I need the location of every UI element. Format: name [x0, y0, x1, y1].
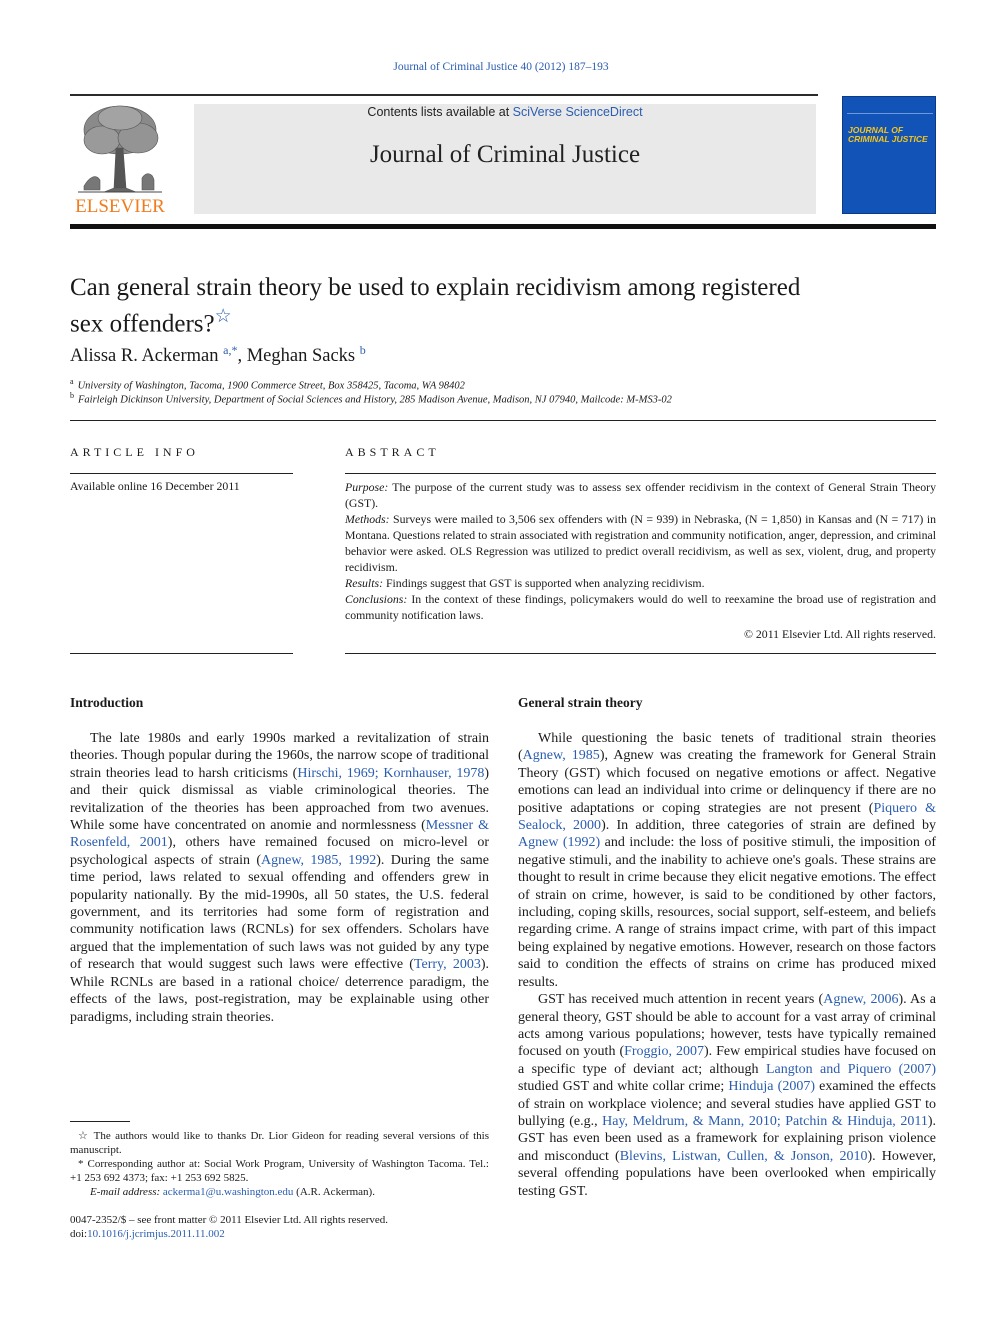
introduction-heading: Introduction [70, 695, 144, 710]
body-text: ). As a general theory, GST should be able to account for a vast array of criminal acts among various populations; however, tests have typically remained focused on youth ( [518, 992, 937, 1060]
affiliation-text: University of Washington, Tacoma, 1900 Commerce Street, Box 358425, Tacoma, WA 98402 [77, 380, 465, 392]
title-line-1: Can general strain theory be used to explain recidivism among registered [70, 274, 801, 301]
abstract-bottom-rule [345, 653, 936, 654]
abstract-methods [345, 511, 936, 575]
citation-link[interactable]: Terry, 2003 [413, 957, 481, 973]
available-online-date: Available online 16 December 2011 [70, 479, 240, 493]
methods-label: Methods: [345, 512, 390, 526]
citation-link[interactable]: Langton and Piquero (2007) [765, 1061, 936, 1077]
citation-link[interactable]: Messner & Rosenfeld, 2001 [70, 818, 489, 851]
footnote-acknowledgement [70, 1129, 489, 1157]
abstract-rule [345, 473, 936, 474]
affiliation-text: Fairleigh Dickinson University, Department of Social Sciences and History, 285 Madison Avenue, Madison, NJ 07940, Mailcode: M-MS3-02 [78, 394, 672, 406]
body-text: examined the effects of strain on workplace violence; and several studies have applied GST to bullying (e.g., [518, 1079, 936, 1129]
body-text: ), Agnew was creating the framework for General Strain Theory (GST) which focused on negative emotions or affect. Negative emotions can lead an individual into crime or delinquency if there are no positive adaptations or coping strategies are not present ( [518, 748, 936, 816]
title-line-2: sex offenders? [70, 310, 215, 338]
elsevier-wordmark: ELSEVIER [75, 196, 165, 216]
elsevier-tree-icon [70, 100, 170, 216]
footnote-text: The authors would like to thanks Dr. Lior Gideon for reading several versions of this manuscript. [70, 1130, 489, 1156]
body-text: ). In addition, three categories of strain are defined by [601, 818, 936, 834]
affiliation-b [70, 391, 672, 406]
methods-text: Surveys were mailed to 3,506 sex offenders with (N = 939) in Nebraska, (N = 1,850) in Kansas and (N = 717) in Montana. Questions related to strain associated with registration and community notification, anger, depression, and criminal behavior were asked. OLS Regression was utilized to predict overall recidivism, as well as sex, violent, drug, and property recidivism. [345, 512, 936, 574]
abstract-purpose [345, 479, 936, 511]
results-text: Findings suggest that GST is supported when analyzing recidivism. [383, 576, 705, 590]
copyright-notice: © 2011 Elsevier Ltd. All rights reserved. [744, 627, 936, 641]
citation-link[interactable]: Blevins, Listwan, Cullen, & Jonson, 2010 [619, 1148, 868, 1164]
footnote-email [70, 1185, 489, 1199]
journal-cover [842, 96, 936, 214]
citation-link[interactable]: Hinduja (2007) [728, 1079, 815, 1095]
body-text: and include: the loss of positive stimuli, the imposition of negative stimuli, and the inability to achieve one's goals. These strains are thought to result in crime because they elicit negative emotions. The effect of strain on crime, however, is said to be conditioned by other factors, including, coping skills, resources, social support, self-esteem, and beliefs regarding crime. A range of strains impact crime, with part of this impact being explained by negative emotions. However, research on those factors said to condition the effects of strains on crime has produced mixed results. [518, 835, 936, 990]
article-info-bottom-rule [70, 653, 293, 654]
doi-line [70, 1228, 225, 1240]
conclusions-text: In the context of these findings, policymakers would do well to reexamine the broad use of registration and community notification laws. [345, 592, 936, 622]
body-text: studied GST and white collar crime; [518, 1079, 729, 1095]
conclusions-label: Conclusions: [345, 592, 408, 606]
citation-link[interactable]: Hirschi, 1969; Kornhauser, 1978 [297, 765, 485, 781]
author-affiliation-marker[interactable]: a,* [223, 343, 238, 357]
title-footnote-star-icon[interactable]: ☆ [214, 306, 232, 327]
body-text: ). Few empirical studies have focused on a specific type of deviant act; although [518, 1044, 936, 1077]
title-block-rule [70, 420, 936, 421]
body-text: ). While RCNLs are based in a rational choice/ deterrence paradigm, the effects of the laws, post-registration, may be explainable using other paradigms, including strain theories. [70, 957, 489, 1025]
purpose-text: The purpose of the current study was to assess sex offender recidivism in the context of General Strain Theory (GST). [345, 480, 936, 510]
issn-line: 0047-2352/$ – see front matter © 2011 Elsevier Ltd. All rights reserved. [70, 1214, 389, 1226]
results-label: Results: [345, 576, 384, 590]
journal-title: Journal of Criminal Justice [369, 141, 641, 168]
abstract-body [345, 479, 936, 642]
doi-label: doi: [70, 1228, 88, 1240]
citation-link[interactable]: Froggio, 2007 [624, 1044, 704, 1060]
cover-header-strip [847, 101, 933, 114]
header-top-rule [70, 94, 818, 96]
gst-heading: General strain theory [518, 695, 643, 710]
footnote-corresponding-author [70, 1157, 489, 1185]
body-text: The late 1980s and early 1990s marked a revitalization of strain theories. Though popular during the 1960s, the narrow scope of traditional strain theories lead to harsh criticisms ( [70, 731, 489, 781]
gst-column [518, 730, 936, 1200]
email-label: E-mail address: [90, 1186, 161, 1198]
gst-paragraph-2 [518, 991, 936, 1200]
affiliation-marker: b [70, 391, 74, 400]
citation-link[interactable]: Agnew, 1985 [522, 748, 600, 764]
journal-reference-link[interactable]: Journal of Criminal Justice 40 (2012) 187–193 [393, 61, 609, 73]
email-suffix: (A.R. Ackerman). [293, 1186, 375, 1198]
body-text: While questioning the basic tenets of traditional strain theories ( [518, 731, 936, 764]
footnote-asterisk: * [78, 1158, 84, 1170]
contents-line [194, 105, 816, 119]
footnote-star-icon: ☆ [78, 1130, 90, 1142]
cover-title: JOURNAL OF CRIMINAL JUSTICE [848, 125, 928, 144]
citation-link[interactable]: Agnew (1992) [518, 835, 601, 851]
abstract-heading: ABSTRACT [345, 445, 440, 459]
introduction-column [70, 730, 489, 1026]
footnote-rule [70, 1121, 130, 1122]
body-text: GST has received much attention in recent years ( [538, 992, 824, 1008]
article-info-heading: ARTICLE INFO [70, 445, 199, 459]
body-text: ). GST has even been used as a framework for explaining prison violence and misconduct ( [518, 1113, 936, 1164]
body-text: ). During the same time period, laws related to sexual offending and offenders grew in popularity nationally. By the mid-1990s, all 50 states, the U.S. federal government, and its territories had some form of registration and community notification laws (RCNLs) for sex offenders. Scholars have argued that the implementation of such laws was not guided by any type of research that would suggest such laws were effective ( [70, 852, 489, 973]
author-affiliation-marker[interactable]: b [359, 343, 366, 357]
purpose-label: Purpose: [345, 480, 389, 494]
author-name: Meghan Sacks [246, 346, 356, 367]
introduction-paragraph [70, 730, 489, 1026]
body-text: ), others have remained focused on micro-level or psychological aspects of strain ( [70, 835, 489, 868]
author-separator: , [237, 346, 247, 367]
article-info-rule [70, 473, 293, 474]
author-name: Alissa R. Ackerman [70, 346, 219, 367]
gst-paragraph-1 [518, 730, 936, 991]
contents-prefix: Contents lists available at [367, 105, 510, 119]
sciencedirect-link[interactable]: SciVerse ScienceDirect [512, 105, 643, 119]
email-link[interactable]: ackerma1@u.washington.edu [162, 1186, 294, 1198]
body-text: ). However, several offending populations have been overlooked when empirically testing GST. [518, 1148, 937, 1199]
affiliation-marker: a [70, 377, 74, 386]
article-title [70, 273, 870, 338]
body-text: ) and their quick dismissal as viable criminological theories. The revitalization of the theories has been approached from two avenues. While some have concentrated on anomie and normlessness ( [70, 765, 489, 834]
abstract-results [345, 575, 936, 591]
footnote-text: Corresponding author at: Social Work Program, University of Washington Tacoma. Tel.: +1 253 692 4373; fax: +1 253 692 5825. [70, 1158, 489, 1184]
author-list [70, 343, 366, 367]
header-thick-rule [70, 224, 936, 229]
abstract-conclusions [345, 591, 936, 623]
elsevier-logo [70, 100, 170, 216]
citation-link[interactable]: Hay, Meldrum, & Mann, 2010; Patchin & Hinduja, 2011 [602, 1113, 928, 1129]
citation-link[interactable]: Piquero & Sealock, 2000 [518, 800, 936, 834]
citation-link[interactable]: Agnew, 2006 [823, 992, 899, 1008]
citation-link[interactable]: Agnew, 1985, 1992 [261, 852, 377, 868]
affiliation-a [70, 377, 465, 392]
doi-link[interactable]: 10.1016/j.jcrimjus.2011.11.002 [87, 1228, 225, 1240]
